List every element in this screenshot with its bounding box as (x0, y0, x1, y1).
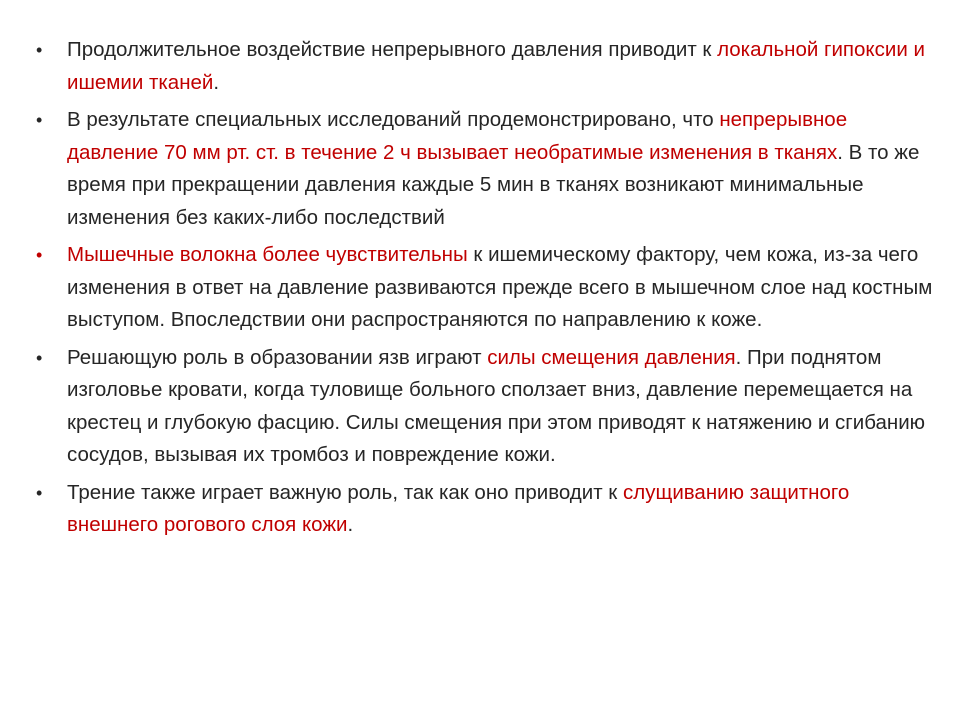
bullet-text (67, 477, 936, 542)
highlighted-text-segment: Мышечные волокна более чувствительны (67, 243, 468, 266)
highlighted-text-segment: локальной гипоксии и ишемии тканей (67, 38, 925, 94)
text-segment: Продолжительное воздействие непрерывного давления приводит к (67, 38, 718, 61)
bullet-text (67, 239, 936, 337)
text-segment: . При поднятом изголовье кровати, когда туловище больного сползает вниз, давление перемещается на крестец и глубокую фасцию. Силы смещения при этом приводят к натяжению и сгибанию сосудов, вызывая их тромбоз и повреждение кожи. (67, 345, 926, 466)
bullet-item-1 (36, 34, 936, 99)
text-segment: В результате специальных исследований продемонстрировано, что (67, 108, 720, 131)
text-segment: . (347, 513, 354, 536)
bullet-marker: • (36, 40, 43, 60)
text-segment: к ишемическому фактору, чем кожа, из-за чего изменения в ответ на давление развиваются прежде всего в мышечном слое над костным выступом. Впоследствии они распространяются по направлению к коже. (67, 243, 933, 331)
bullet-item-2 (36, 104, 936, 234)
highlighted-text-segment: непрерывное давление 70 мм рт. ст. в течение 2 ч вызывает необратимые изменения в тканях (67, 108, 848, 164)
bullet-marker: • (36, 110, 43, 130)
highlighted-text-segment: слущиванию защитного внешнего рогового слоя кожи (67, 480, 850, 536)
bullet-marker: • (36, 245, 43, 265)
bullet-text (67, 104, 936, 234)
bullet-list (36, 34, 936, 542)
bullet-marker: • (36, 347, 43, 368)
bullet-item-3 (36, 239, 936, 337)
text-segment: Решающую роль в образовании язв играют (67, 345, 488, 369)
text-segment: . (213, 70, 220, 94)
text-segment: Трение также играет важную роль, так как оно приводит к (67, 480, 623, 504)
bullet-text (67, 34, 936, 99)
bullet-text (67, 342, 936, 472)
bullet-marker: • (36, 482, 43, 503)
highlighted-text-segment: силы смещения давления (487, 345, 736, 369)
text-segment: . В то же время при прекращении давления каждые 5 мин в тканях возникают минимальные изменения без каких-либо последствий (67, 140, 920, 229)
bullet-item-4 (36, 342, 936, 472)
bullet-item-5 (36, 477, 936, 542)
